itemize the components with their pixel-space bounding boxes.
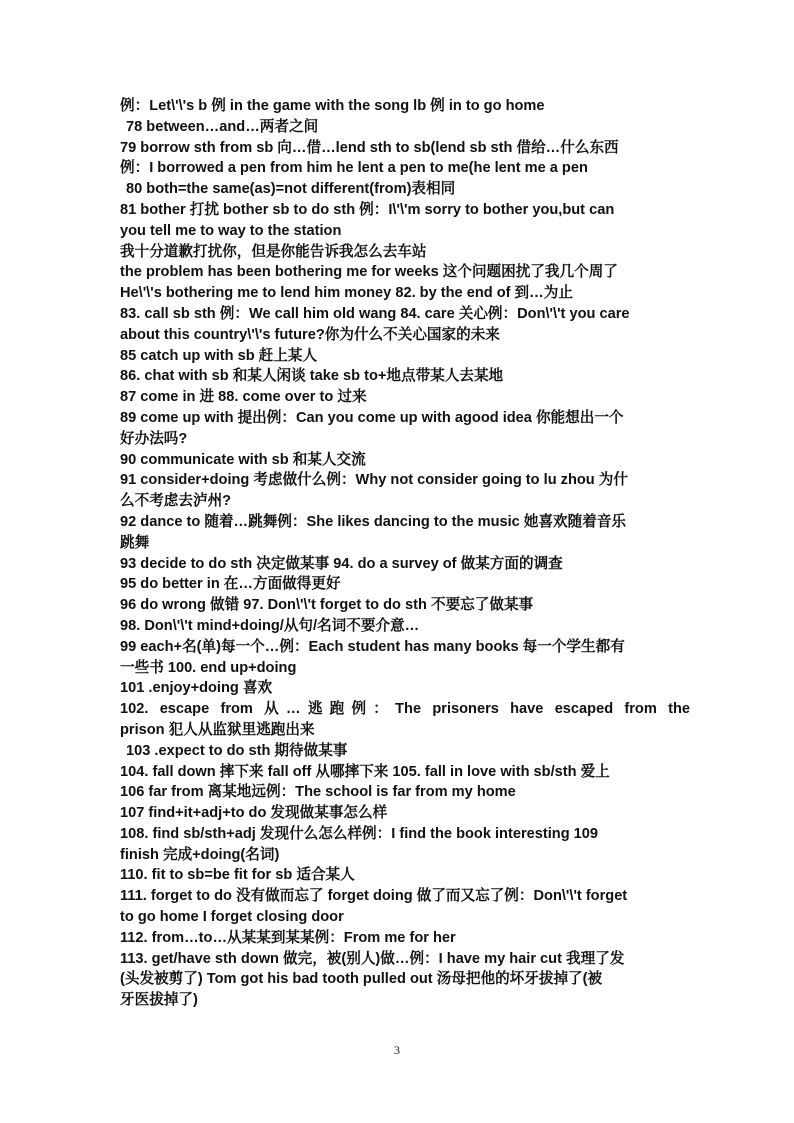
text-line: 89 come up with 提出例：Can you come up with agood idea 你能想出一个 — [120, 409, 624, 426]
text-line: 93 decide to do sth 决定做某事 94. do a survey of 做某方面的调查 — [120, 555, 563, 572]
text-line: 112. from…to…从某某到某某例：From me for her — [120, 929, 456, 946]
text-line: about this country\'\'s future?你为什么不关心国家的未来 — [120, 326, 500, 343]
text-line: 102. escape from 从…逃跑例：The prisoners have escaped from the — [120, 701, 690, 718]
text-line: 85 catch up with sb 赶上某人 — [120, 347, 318, 364]
text-line: 我十分道歉打扰你，但是你能告诉我怎么去车站 — [120, 243, 427, 260]
text-line: 99 each+名(单)每一个…例：Each student has many books 每一个学生都有 — [120, 638, 625, 655]
text-line: 一些书 100. end up+doing — [120, 659, 297, 676]
text-line: 101 .enjoy+doing 喜欢 — [120, 680, 273, 697]
text-line: 95 do better in 在…方面做得更好 — [120, 576, 341, 593]
text-line: 78 between…and…两者之间 — [126, 118, 319, 135]
text-line: 110. fit to sb=be fit for sb 适合某人 — [120, 867, 355, 884]
text-line: 104. fall down 摔下来 fall off 从哪摔下来 105. fall in love with sb/sth 爱上 — [120, 763, 610, 780]
text-line: you tell me to way to the station — [120, 222, 342, 239]
text-line: 91 consider+doing 考虑做什么例：Why not consider going to lu zhou 为什 — [120, 472, 628, 489]
page-number: 3 — [394, 1043, 400, 1057]
text-line: He\'\'s bothering me to lend him money 82. by the end of 到…为止 — [120, 285, 573, 302]
text-line: 103 .expect to do sth 期待做某事 — [126, 742, 348, 759]
text-line: 92 dance to 随着…跳舞例：She likes dancing to the music 她喜欢随着音乐 — [120, 513, 627, 530]
text-line: 例：Let\'\'s b 例 in the game with the song lb 例 in to go home — [120, 98, 545, 114]
text-line: 96 do wrong 做错 97. Don\'\'t forget to do sth 不要忘了做某事 — [120, 597, 534, 614]
text-line: 79 borrow sth from sb 向…借…lend sth to sb(lend sb sth 借给…什么东西 — [120, 139, 619, 156]
text-line: (头发被剪了) Tom got his bad tooth pulled out 汤母把他的坏牙拔掉了(被 — [120, 971, 603, 988]
text-line: 83. call sb sth 例：We call him old wang 84. care 关心例：Don\'\'t you care — [120, 305, 630, 322]
text-line: 90 communicate with sb 和某人交流 — [120, 451, 366, 468]
text-line: 么不考虑去泸州? — [120, 493, 232, 510]
text-line: to go home I forget closing door — [120, 909, 344, 926]
text-line: 113. get/have sth down 做完，被(别人)做…例：I have my hair cut 我理了发 — [120, 950, 625, 967]
text-line: finish 完成+doing(名词) — [120, 846, 280, 863]
text-line: 106 far from 离某地远例：The school is far from my home — [120, 784, 516, 801]
text-line: 87 come in 进 88. come over to 过来 — [120, 389, 367, 406]
text-line: 牙医拔掉了) — [120, 992, 198, 1009]
text-line: 例：I borrowed a pen from him he lent a pen to me(he lent me a pen — [120, 160, 588, 177]
text-line: 86. chat with sb 和某人闲谈 take sb to+地点带某人去某地 — [120, 368, 504, 385]
text-line: 80 both=the same(as)=not different(from)表相同 — [126, 181, 456, 198]
text-line: 81 bother 打扰 bother sb to do sth 例：I\'\'m sorry to bother you,but can — [120, 201, 615, 218]
text-line: 108. find sb/sth+adj 发现什么怎么样例：I find the book interesting 109 — [120, 825, 599, 842]
text-line: prison 犯人从监狱里逃跑出来 — [120, 721, 315, 738]
text-line: 111. forget to do 没有做而忘了 forget doing 做了而又忘了例：Don\'\'t forget — [120, 888, 628, 905]
text-line: the problem has been bothering me for weeks 这个问题困扰了我几个周了 — [120, 264, 618, 281]
document-body — [120, 96, 690, 1011]
text-line: 好办法吗? — [120, 430, 188, 447]
text-line: 98. Don\'\'t mind+doing/从句/名词不要介意… — [120, 617, 420, 634]
text-line: 跳舞 — [120, 534, 150, 551]
text-line: 107 find+it+adj+to do 发现做某事怎么样 — [120, 805, 388, 822]
